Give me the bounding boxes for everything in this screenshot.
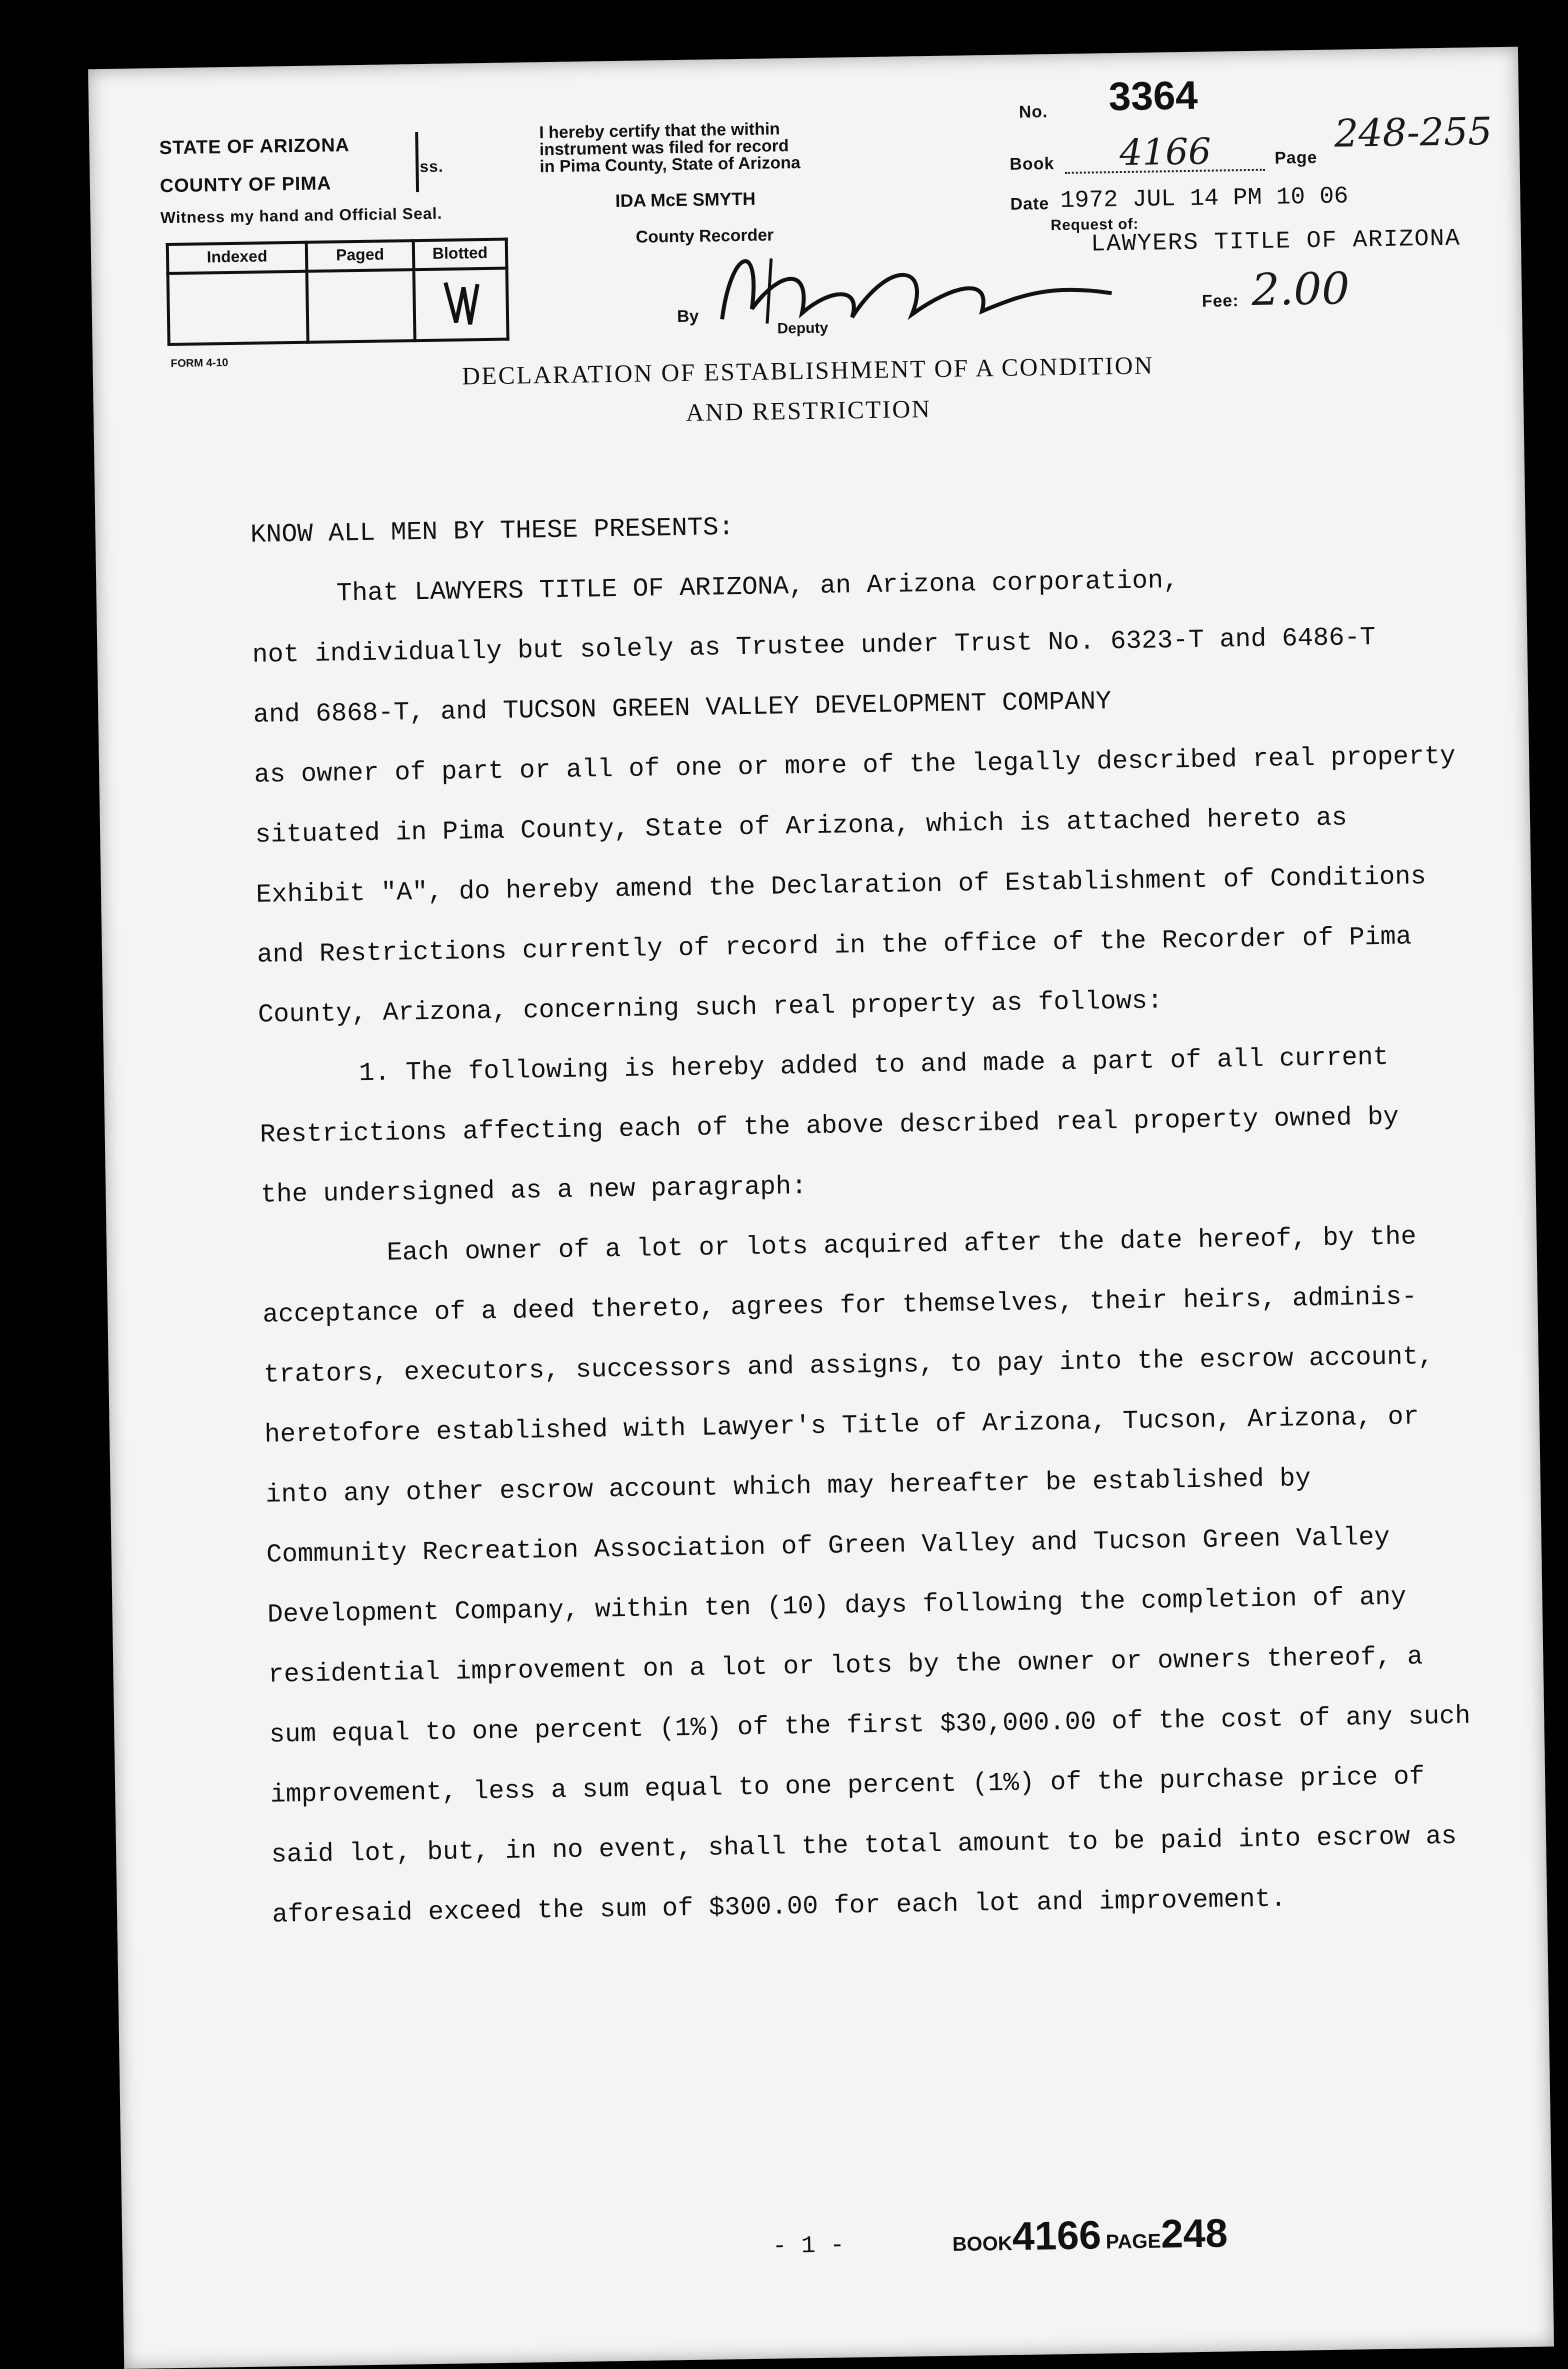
- blotted-cell: [414, 268, 508, 340]
- body-line: heretofore established with Lawyer's Title of Arizona, Tucson, Arizona, or: [264, 1401, 1420, 1450]
- certify-line: I hereby certify that the within: [538, 119, 781, 143]
- state-line: STATE OF ARIZONA: [159, 135, 350, 160]
- county-line: COUNTY OF PIMA: [159, 173, 332, 198]
- body-line: and 6868-T, and TUCSON GREEN VALLEY DEVELOPMENT COMPANY: [253, 686, 1112, 730]
- body-line: Development Company, within ten (10) days following the completion of any: [267, 1581, 1407, 1630]
- body-line: sum equal to one percent (1%) of the first $30,000.00 of the cost of any such: [269, 1700, 1471, 1750]
- body-line: said lot, but, in no event, shall the total amount to be paid into escrow as: [270, 1820, 1458, 1870]
- request-value: LAWYERS TITLE OF ARIZONA: [1090, 225, 1461, 259]
- body-line: improvement, less a sum equal to one percent (1%) of the purchase price of: [269, 1761, 1425, 1810]
- page-value: 248-255: [1333, 109, 1493, 156]
- date-label: Date: [1010, 194, 1050, 214]
- document-title-line2: AND RESTRICTION: [685, 396, 932, 427]
- recorder-name: IDA McE SMYTH: [615, 188, 756, 211]
- no-label: No.: [1018, 102, 1048, 122]
- deputy-label: Deputy: [777, 319, 829, 338]
- body-line: as owner of part or all of one or more of the legally described real property: [253, 740, 1456, 790]
- by-label: By: [676, 306, 699, 327]
- book-value: 4166: [1119, 131, 1212, 175]
- body-line: into any other escrow account which may hereafter be established by: [265, 1463, 1311, 1510]
- form-number: FORM 4-10: [170, 357, 229, 370]
- body-line: trators, executors, successors and assigns, to pay into the escrow account,: [263, 1341, 1434, 1390]
- request-label: Request of:: [1050, 215, 1139, 235]
- index-stamp-table: [166, 238, 510, 346]
- certify-line: in Pima County, State of Arizona: [539, 153, 801, 177]
- page-number: - 1 -: [772, 2232, 845, 2261]
- body-line: KNOW ALL MEN BY THESE PRESENTS:: [250, 512, 735, 550]
- fee-label: Fee:: [1201, 291, 1239, 311]
- indexed-header: Indexed: [167, 242, 306, 273]
- certify-line: instrument was filed for record: [539, 136, 789, 160]
- recorder-title: County Recorder: [635, 225, 774, 247]
- body-line: That LAWYERS TITLE OF ARIZONA, an Arizona corporation,: [336, 565, 1180, 609]
- body-line: acceptance of a deed thereto, agrees for themselves, their heirs, adminis-: [262, 1281, 1418, 1330]
- date-value: 1972 JUL 14 PM 10 06: [1060, 183, 1349, 215]
- fee-value: 2.00: [1251, 263, 1351, 316]
- body-line: and Restrictions currently of record in the office of the Recorder of Pima: [256, 921, 1412, 970]
- ss-mark: ss.: [419, 158, 444, 177]
- document-body: [250, 487, 1471, 1945]
- footer-page-value: 248: [1160, 2211, 1228, 2257]
- body-line: Exhibit "A", do hereby amend the Declaration of Establishment of Conditions: [255, 861, 1427, 910]
- paged-header: Paged: [306, 241, 413, 272]
- document-title: DECLARATION OF ESTABLISHMENT OF A CONDITION: [461, 352, 1155, 391]
- document-page: [88, 47, 1554, 2369]
- body-line: residential improvement on a lot or lots by the owner or owners thereof, a: [268, 1641, 1424, 1690]
- witness-line: Witness my hand and Official Seal.: [160, 205, 443, 228]
- blotted-header: Blotted: [413, 239, 506, 269]
- body-line: not individually but solely as Trustee under Trust No. 6323-T and 6486-T: [252, 622, 1376, 670]
- book-page-stamp: [952, 2212, 1228, 2261]
- footer-page-label: PAGE: [1105, 2230, 1162, 2254]
- brace: [401, 132, 419, 192]
- blotted-check-icon: [435, 272, 486, 333]
- instrument-number: 3364: [1108, 73, 1198, 120]
- body-line: 1. The following is hereby added to and made a part of all current: [358, 1041, 1389, 1089]
- indexed-cell: [168, 271, 308, 344]
- body-line: Restrictions affecting each of the above described real property owned by: [259, 1101, 1399, 1150]
- body-line: Community Recreation Association of Green Valley and Tucson Green Valley: [266, 1521, 1390, 1570]
- body-line: situated in Pima County, State of Arizona, which is attached hereto as: [254, 802, 1348, 850]
- book-label: Book: [1009, 154, 1055, 174]
- body-line: aforesaid exceed the sum of $300.00 for each lot and improvement.: [271, 1883, 1287, 1930]
- body-line: the undersigned as a new paragraph:: [260, 1171, 808, 1210]
- body-line: Each owner of a lot or lots acquired after the date hereof, by the: [386, 1221, 1417, 1268]
- paged-cell: [307, 270, 415, 343]
- certify-block: [539, 120, 800, 175]
- page-label: Page: [1274, 147, 1318, 168]
- footer-book-value: 4166: [1011, 2213, 1102, 2259]
- body-line: County, Arizona, concerning such real property as follows:: [257, 985, 1164, 1030]
- footer-book-label: BOOK: [952, 2232, 1013, 2256]
